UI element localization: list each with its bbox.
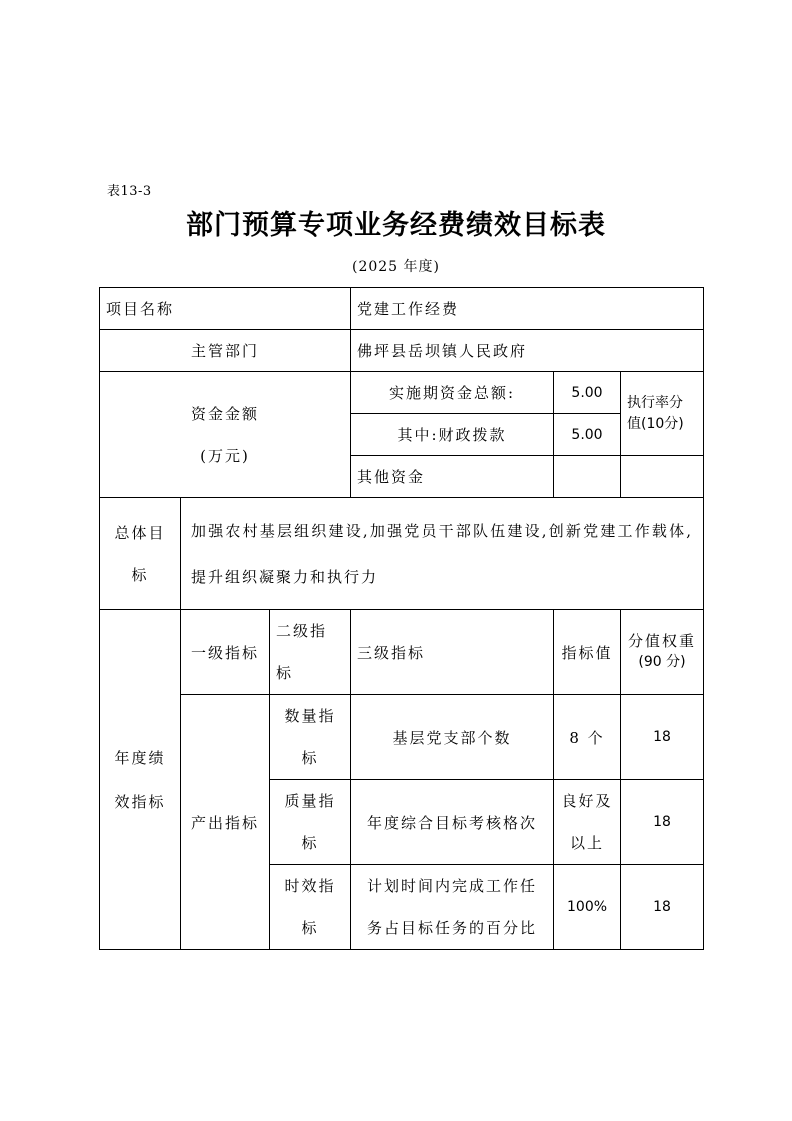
row3-level2-line1: 时效指: [284, 877, 336, 895]
row2-level2-line2: 标: [301, 834, 319, 852]
header-level2: [270, 610, 351, 695]
header-value: 指标值: [554, 610, 621, 695]
overall-goal-label: [100, 498, 181, 610]
header-weight-line1: 分值权重: [628, 632, 697, 650]
row1-level2: [270, 695, 351, 780]
row2-level3: 年度综合目标考核格次: [351, 780, 554, 865]
row1-level2-line2: 标: [301, 749, 319, 767]
funds-label-line2: (万元): [200, 446, 250, 465]
row1-level2-line1: 数量指: [284, 707, 336, 725]
funds-other-label: 其他资金: [351, 456, 554, 498]
funds-label: [100, 372, 351, 498]
row3-level3-line1: 计划时间内完成工作任: [367, 877, 538, 895]
fiscal-year: (2025 年度): [351, 259, 440, 275]
row2-level2: [270, 780, 351, 865]
row3-weight: 18: [621, 865, 704, 950]
indicator-header-row: [100, 610, 704, 695]
row3-level2-line2: 标: [301, 919, 319, 937]
funds-other-blank: [621, 456, 704, 498]
funds-total-row: [100, 372, 704, 414]
project-name-row: [100, 288, 704, 330]
overall-goal-label-line2: 标: [131, 565, 149, 584]
funds-total-label: 实施期资金总额:: [351, 372, 554, 414]
funds-other-value: [554, 456, 621, 498]
row3-level2: [270, 865, 351, 950]
exec-rate-cell: [621, 372, 704, 456]
row3-level3: [351, 865, 554, 950]
department-label: 主管部门: [100, 330, 351, 372]
performance-target-table: [99, 287, 704, 950]
row3-level3-line2: 务占目标任务的百分比: [367, 919, 538, 937]
header-level1: 一级指标: [181, 610, 270, 695]
row2-value-line2: 以上: [570, 834, 605, 852]
funds-fiscal-label: 其中:财政拨款: [351, 414, 554, 456]
table-number: 表13-3: [107, 184, 152, 199]
department-value: 佛坪县岳坝镇人民政府: [351, 330, 704, 372]
row2-value: [554, 780, 621, 865]
project-name-value: 党建工作经费: [351, 288, 704, 330]
funds-label-line1: 资金金额: [191, 404, 260, 423]
page-title: 部门预算专项业务经费绩效目标表: [186, 210, 606, 241]
header-weight-line2: (90 分): [638, 654, 686, 670]
overall-goal-label-line1: 总体目: [114, 523, 166, 542]
exec-rate-line1: 执行率分: [627, 394, 684, 411]
header-level3: 三级指标: [351, 610, 554, 695]
row1-weight: 18: [621, 695, 704, 780]
header-weight: [621, 610, 704, 695]
row3-value: 100%: [554, 865, 621, 950]
header-level2-line2: 标: [276, 664, 294, 682]
indicator-section-line1: 年度绩: [114, 748, 166, 767]
indicator-group-label: 产出指标: [181, 695, 270, 950]
exec-rate-line2: 值(10分): [627, 415, 684, 432]
overall-goal-text: 加强农村基层组织建设,加强党员干部队伍建设,创新党建工作载体,提升组织凝聚力和执行力: [181, 498, 704, 610]
indicator-section-label: [100, 610, 181, 950]
row2-level2-line1: 质量指: [284, 792, 336, 810]
indicator-section-line2: 效指标: [114, 792, 166, 811]
project-name-label: 项目名称: [100, 288, 351, 330]
funds-total-value: 5.00: [554, 372, 621, 414]
row2-weight: 18: [621, 780, 704, 865]
indicator-row-1: [100, 695, 704, 780]
row2-value-line1: 良好及: [561, 792, 613, 810]
department-row: [100, 330, 704, 372]
funds-fiscal-value: 5.00: [554, 414, 621, 456]
header-level2-line1: 二级指: [276, 622, 328, 640]
row1-value: 8 个: [554, 695, 621, 780]
row1-level3: 基层党支部个数: [351, 695, 554, 780]
overall-goal-row: [100, 498, 704, 610]
